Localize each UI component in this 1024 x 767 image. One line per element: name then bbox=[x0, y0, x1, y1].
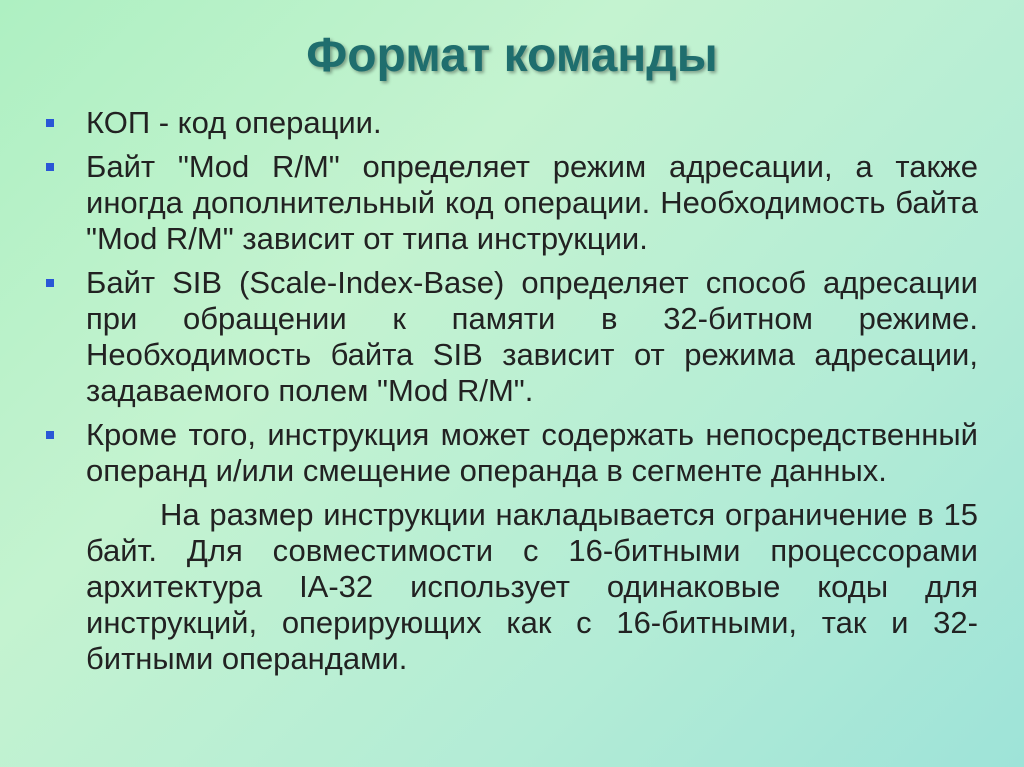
bullet-item-1 bbox=[46, 105, 978, 141]
square-bullet-icon bbox=[46, 163, 54, 171]
bullet-item-3 bbox=[46, 265, 978, 409]
square-bullet-icon bbox=[46, 279, 54, 287]
bullet-item-4 bbox=[46, 417, 978, 489]
slide-content bbox=[46, 105, 978, 677]
closing-paragraph: На размер инструкции накладывается ограничение в 15 байт. Для совместимости с 16-битными процессорами архитектура IA-32 использует одинаковые коды для инструкций, оперирующих как с 16-битными, так и 32-битными операндами. bbox=[86, 497, 978, 676]
square-bullet-icon bbox=[46, 431, 54, 439]
bullet-text-3: Байт SIB (Scale-Index-Base) определяет способ адресации при обращении к памяти в 32-битном режиме. Необходимость байта SIB зависит от режима адресации, задаваемого полем "Mod R/M". bbox=[86, 265, 978, 408]
square-bullet-icon bbox=[46, 119, 54, 127]
bullet-item-2 bbox=[46, 149, 978, 257]
bullet-text-1: КОП - код операции. bbox=[86, 105, 382, 140]
bullet-text-4: Кроме того, инструкция может содержать непосредственный операнд и/или смещение операнда в сегменте данных. bbox=[86, 417, 978, 488]
slide-title: Формат команды bbox=[306, 29, 718, 82]
bullet-text-2: Байт "Mod R/M" определяет режим адресации, а также иногда дополнительный код операции. Необходимость байта "Mod R/M" зависит от типа инструкции. bbox=[86, 149, 978, 256]
